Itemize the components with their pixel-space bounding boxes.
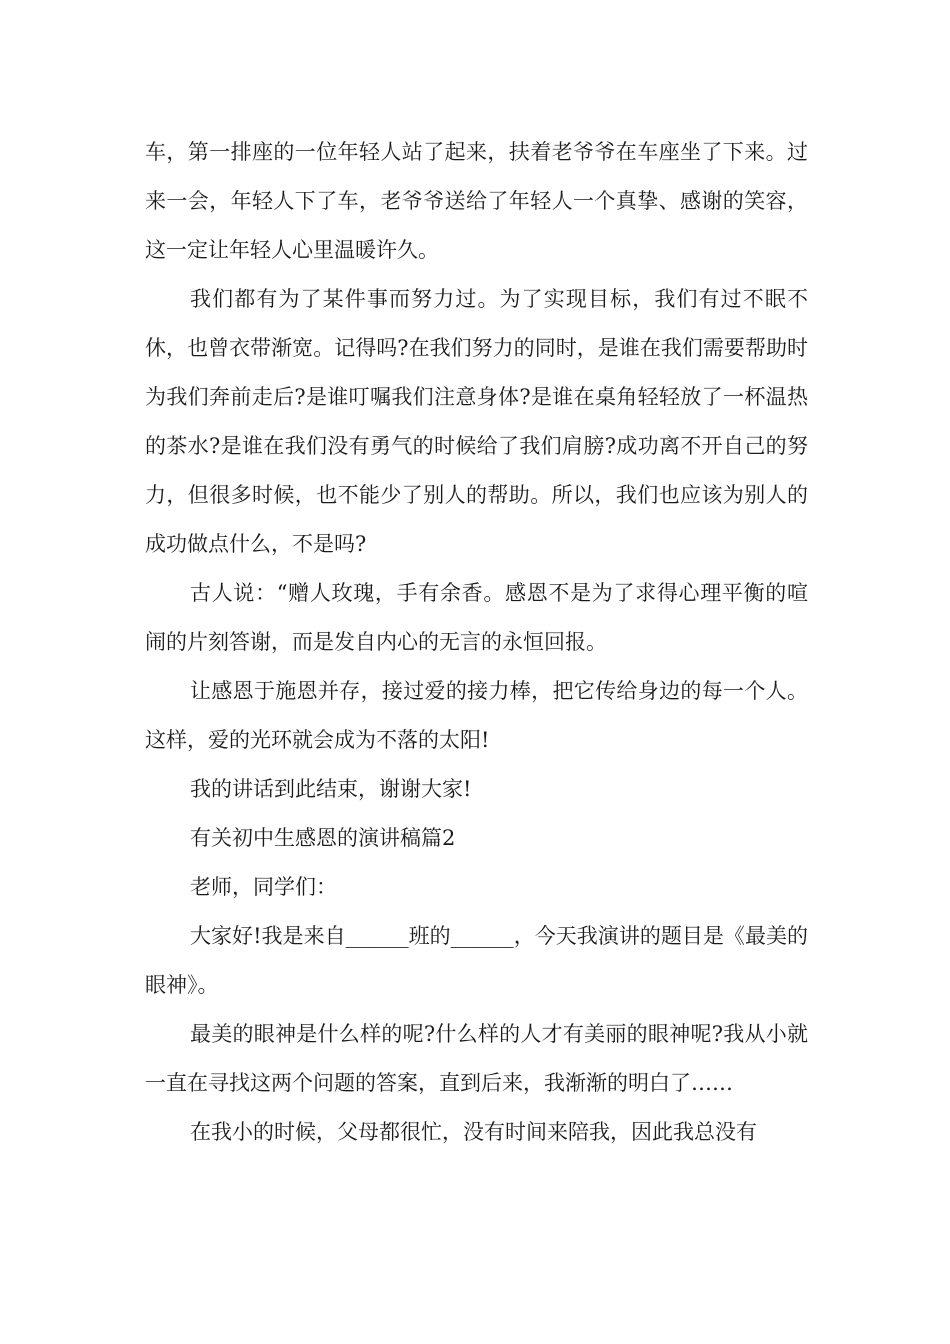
paragraph-greeting: 大家好!我是来自______班的______，今天我演讲的题目是《最美的眼神》。 [145,924,808,997]
paragraph-beautiful-eyes: 最美的眼神是什么样的呢?什么样的人才有美丽的眼神呢?我从小就一直在寻找这两个问题的答案，直到后来，我渐渐的明白了…… [145,1022,808,1095]
paragraph-ancient-saying: 古人说：“赠人玫瑰，手有余香。感恩不是为了求得心理平衡的喧闹的片刻答谢，而是发自内心的无言的永恒回报。 [145,581,808,654]
paragraph-bus-story-end: 车，第一排座的一位年轻人站了起来，扶着老爷爷在车座坐了下来。过来一会，年轻人下了车，老爷爷送给了年轻人一个真挚、感谢的笑容，这一定让年轻人心里温暖许久。 [145,140,808,262]
paragraph-closing: 我的讲话到此结束，谢谢大家! [190,777,472,801]
section-title: 有关初中生感恩的演讲稿篇2 [190,826,456,850]
paragraph-salutation: 老师，同学们： [190,875,337,899]
paragraph-effort-help: 我们都有为了某件事而努力过。为了实现目标，我们有过不眠不休，也曾衣带渐宽。记得吗?在我们努力的同时，是谁在我们需要帮助时为我们奔前走后?是谁叮嘱我们注意身体?是谁在桌角轻轻放了一杯温热的茶水?是谁在我们没有勇气的时候给了我们肩膀?成功离不开自己的努力，但很多时候，也不能少了别人的帮助。所以，我们也应该为别人的成功做点什么，不是吗? [145,287,808,556]
paragraph-gratitude-relay: 让感恩于施恩并存，接过爱的接力棒，把它传给身边的每一个人。这样，爱的光环就会成为不落的太阳! [145,679,808,752]
paragraph-childhood: 在我小的时候，父母都很忙，没有时间来陪我，因此我总没有 [190,1120,757,1144]
document-page [145,128,808,1157]
